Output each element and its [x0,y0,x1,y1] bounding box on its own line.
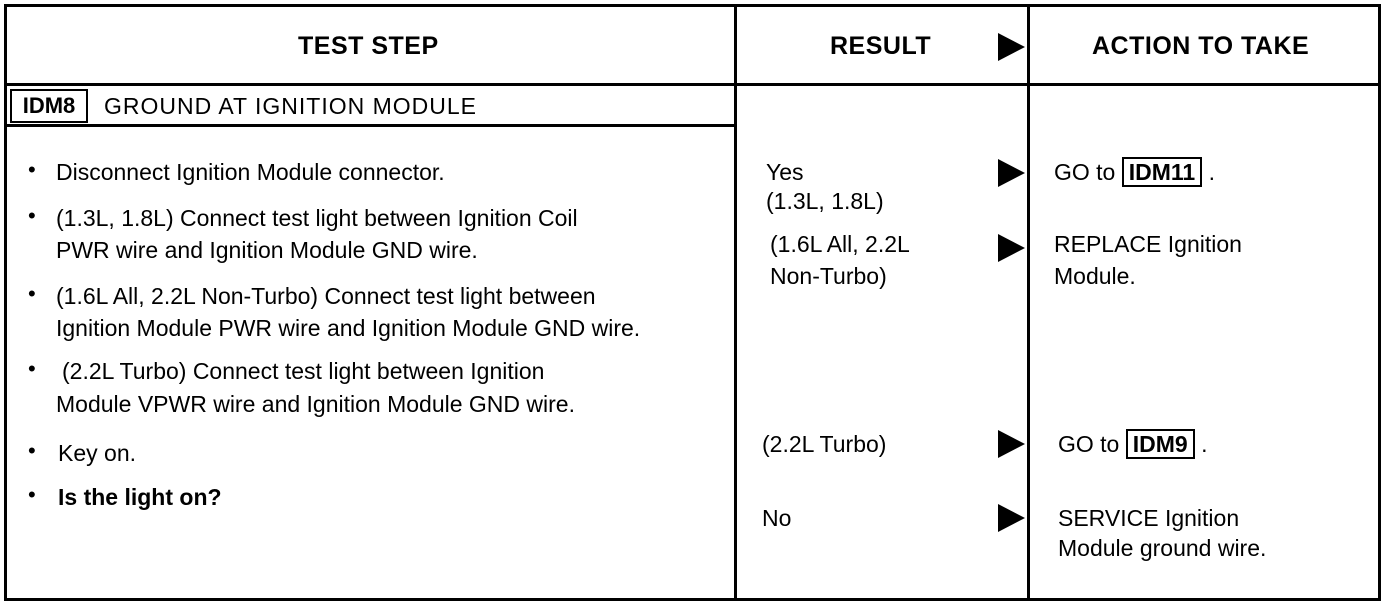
result-line: (2.2L Turbo) [762,431,887,457]
header-divider [4,83,1381,86]
result-line: Non-Turbo) [770,263,887,289]
test-step-line: (2.2L Turbo) Connect test light between Ignition [62,358,545,384]
bullet-icon: • [28,203,36,228]
header-result: RESULT [830,32,932,60]
action-suffix: . [1208,159,1216,185]
action-prefix: GO to [1058,431,1120,457]
result-line: (1.6L All, 2.2L [770,231,910,257]
test-step-line: Disconnect Ignition Module connector. [56,159,445,185]
action-line: SERVICE Ignition [1058,505,1240,531]
header-test-step: TEST STEP [298,32,439,60]
action-suffix: . [1201,431,1208,457]
test-step-line: (1.3L, 1.8L) Connect test light between Ignition Coil [56,205,578,231]
divider-test-result [734,4,737,601]
header-action: ACTION TO TAKE [1092,32,1310,60]
action-line: REPLACE Ignition [1054,231,1242,257]
bullet-icon: • [28,482,36,507]
header-arrow-icon [998,33,1025,61]
bullet-icon: • [28,281,36,306]
step-title-divider [4,124,737,127]
step-title: GROUND AT IGNITION MODULE [104,93,478,119]
test-step-line: (1.6L All, 2.2L Non-Turbo) Connect test light between [56,283,596,309]
result-arrow-icon [998,504,1025,532]
bullet-icon: • [28,438,36,463]
bullet-icon: • [28,356,36,381]
test-step-line: Key on. [58,440,136,466]
test-step-line: PWR wire and Ignition Module GND wire. [56,237,478,263]
step-ref-box: IDM9 [1126,429,1195,459]
result-line: (1.3L, 1.8L) [766,188,884,214]
divider-result-action [1027,4,1030,601]
test-step-question: Is the light on? [58,484,222,510]
result-arrow-icon [998,234,1025,262]
action-line: Module ground wire. [1058,535,1267,561]
step-ref-box: IDM11 [1122,157,1202,187]
action-goto-idm11 [1054,156,1215,188]
test-step-line: Ignition Module PWR wire and Ignition Module GND wire. [56,315,641,341]
test-step-line: Module VPWR wire and Ignition Module GND wire. [56,391,575,417]
action-goto-idm9 [1058,428,1207,460]
result-arrow-icon [998,159,1025,187]
bullet-icon: • [28,157,36,182]
action-line: Module. [1054,263,1136,289]
result-line: Yes [766,159,804,185]
result-line: No [762,505,792,531]
result-arrow-icon [998,430,1025,458]
step-id-box: IDM8 [10,89,88,123]
action-prefix: GO to [1054,159,1116,185]
